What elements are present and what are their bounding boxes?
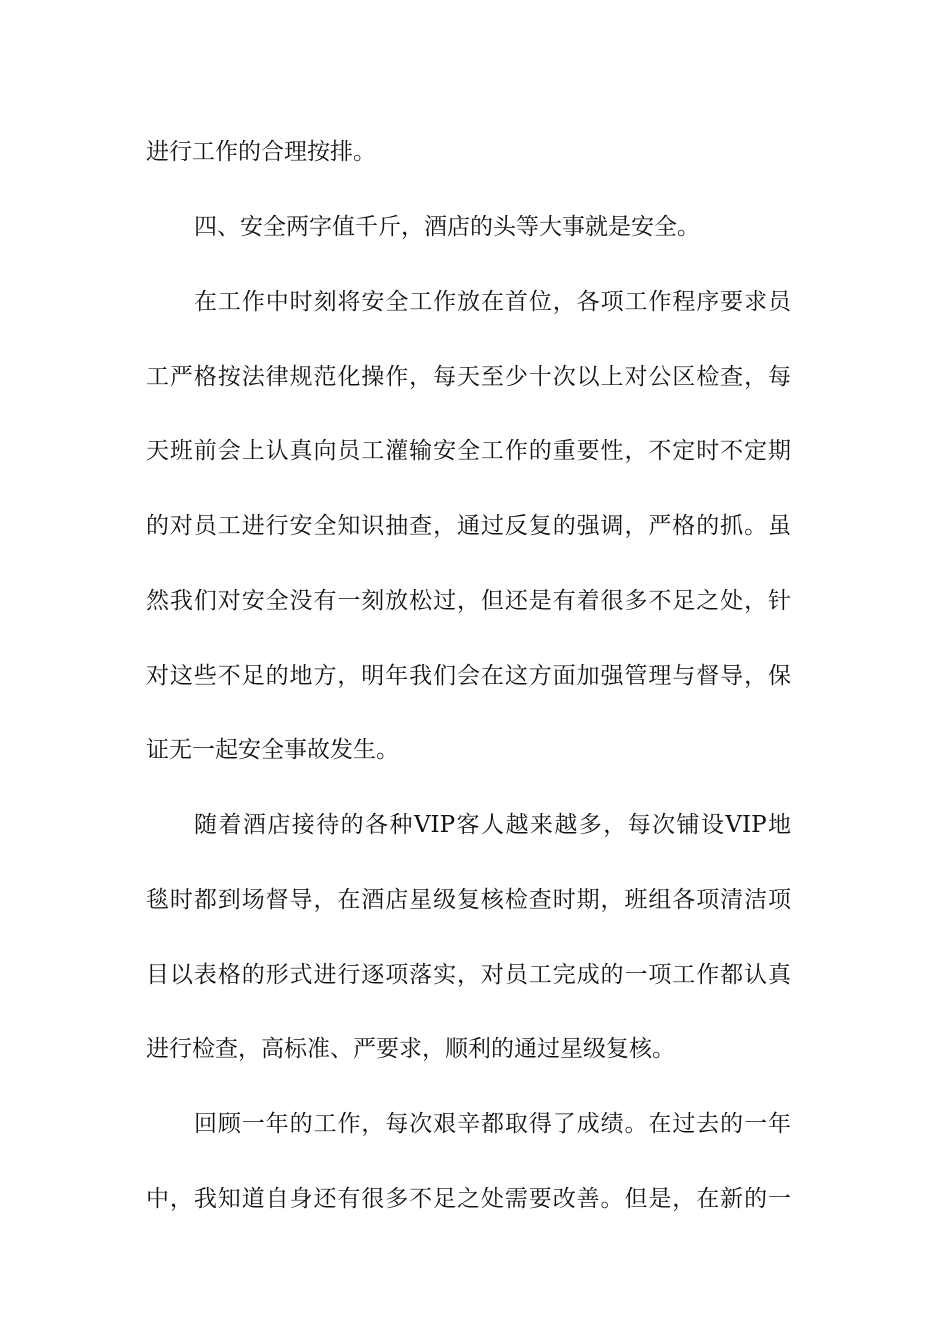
- text-line: 工严格按法律规范化操作，每天至少十次以上对公区检查，每: [146, 364, 791, 390]
- text-line: 中，我知道自身还有很多不足之处需要改善。但是，在新的一: [146, 1186, 791, 1212]
- text-line: 进行检查，高标准、严要求，顺利的通过星级复核。: [146, 1036, 675, 1062]
- text-line: 目以表格的形式进行逐项落实，对员工完成的一项工作都认真: [146, 962, 791, 988]
- text-line: 在工作中时刻将安全工作放在首位，各项工作程序要求员: [194, 289, 791, 315]
- text-line: 进行工作的合理按排。: [146, 139, 376, 165]
- text-line: 然我们对安全没有一刻放松过，但还是有着很多不足之处，针: [146, 588, 791, 614]
- text-line: 回顾一年的工作，每次艰辛都取得了成绩。在过去的一年: [194, 1111, 791, 1137]
- text-line: 天班前会上认真向员工灌输安全工作的重要性，不定时不定期: [146, 438, 791, 464]
- text-line: 毯时都到场督导，在酒店星级复核检查时期，班组各项清洁项: [146, 887, 791, 913]
- paragraph-heading: 四、安全两字值千斤，酒店的头等大事就是安全。: [194, 214, 700, 240]
- text-line: 的对员工进行安全知识抽查，通过反复的强调，严格的抓。虽: [146, 513, 791, 539]
- text-line: 证无一起安全事故发生。: [146, 737, 399, 763]
- text-line: 对这些不足的地方，明年我们会在这方面加强管理与督导，保: [146, 663, 791, 689]
- text-line: 随着酒店接待的各种VIP客人越来越多，每次铺设VIP地: [194, 812, 791, 838]
